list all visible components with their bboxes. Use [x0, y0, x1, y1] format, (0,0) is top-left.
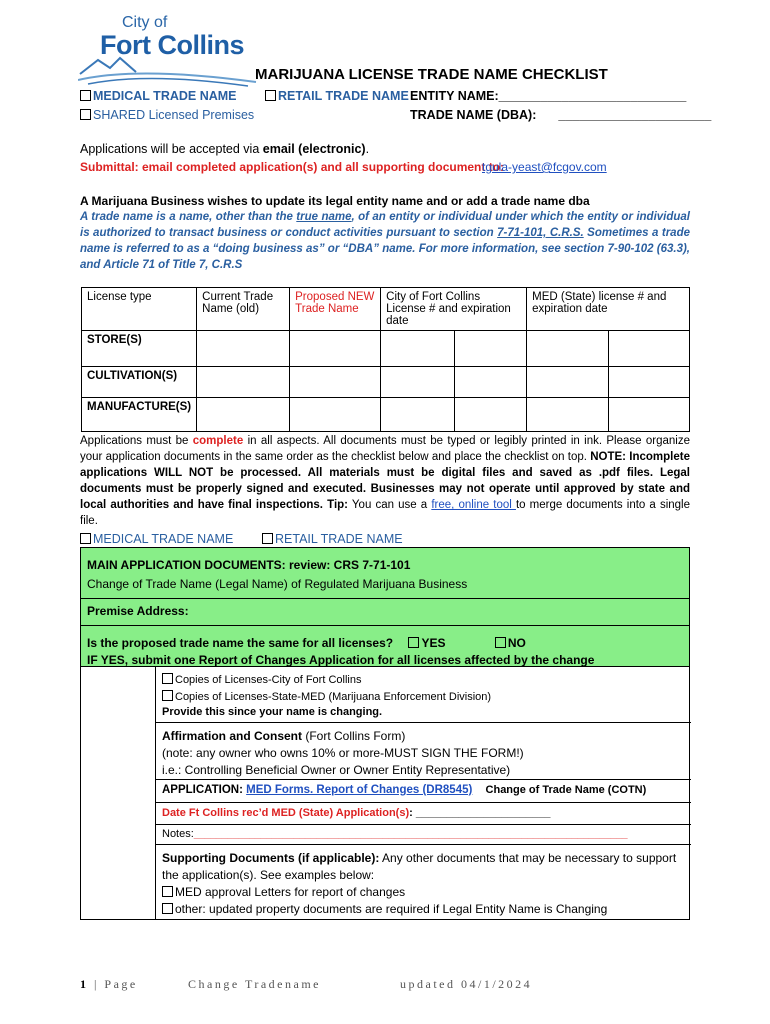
date-received-row[interactable]: Date Ft Collins rec’d MED (State) Application(s): ______________________: [156, 803, 691, 825]
entity-name-field[interactable]: ENTITY NAME:___________________________: [410, 89, 687, 103]
checkbox[interactable]: [162, 673, 173, 684]
logo-name-text: Fort Collins: [100, 30, 244, 60]
shared-premises-option[interactable]: SHARED Licensed Premises: [80, 108, 254, 122]
same-trade-name-question-row: Is the proposed trade name the same for all licenses? YES NO IF YES, submit one Report of Changes Application for all licenses affected by the change: [87, 636, 595, 667]
table-cell[interactable]: [527, 331, 690, 367]
table-cell[interactable]: [197, 367, 290, 398]
city-logo: [78, 14, 258, 84]
table-cell[interactable]: [527, 398, 690, 432]
page-number: 1 | Page: [80, 977, 138, 991]
trade-name-field[interactable]: TRADE NAME (DBA): ______________________: [410, 108, 712, 122]
medical-trade-name-option[interactable]: MEDICAL TRADE NAME: [80, 89, 237, 103]
table-cell[interactable]: [197, 398, 290, 432]
table-cell[interactable]: [381, 367, 527, 398]
email-link[interactable]: tgula-yeast@fcgov.com: [482, 160, 607, 174]
table-cell[interactable]: [527, 367, 690, 398]
row-label-manufacture: MANUFACTURE(S): [82, 398, 197, 432]
table-cell[interactable]: [381, 398, 527, 432]
header-current-trade-name: Current Trade Name (old): [197, 288, 290, 331]
header-proposed-trade-name: Proposed NEW Trade Name: [290, 288, 381, 331]
main-application-section: [80, 547, 690, 667]
copies-row: Copies of Licenses-City of Fort Collins Copies of Licenses-State-MED (Marijuana Enforcement Division) Provide this since your name is changing.: [156, 667, 691, 723]
checkbox[interactable]: [162, 903, 173, 914]
row-label-store: STORE(S): [82, 331, 197, 367]
retail-trade-name-option-2[interactable]: RETAIL TRADE NAME: [262, 532, 403, 546]
footer-center: Change Tradename: [188, 977, 321, 991]
online-tool-link[interactable]: free, online tool: [431, 499, 516, 511]
yes-option[interactable]: YES: [408, 636, 445, 650]
intro-heading: A Marijuana Business wishes to update its legal entity name and or add a trade name dba: [80, 194, 590, 208]
premise-address-row[interactable]: Premise Address:: [81, 599, 689, 626]
no-option[interactable]: NO: [495, 636, 526, 650]
checkbox[interactable]: [495, 637, 506, 648]
footer-updated: updated 04/1/2024: [400, 977, 533, 991]
logo-city-text: City of: [122, 14, 168, 31]
intro-paragraph: A trade name is a name, other than the true name, of an entity or individual under which the entity or individual is authorized to transact business or conduct activities pursuant to section 7-71-101, C.R.S. Sometimes a trade name is referred to as a “doing business as” or “DBA” name. For more information, see section 7-90-102 (63.3), and Article 71 of Title 7, C.R.S: [80, 211, 691, 271]
table-cell[interactable]: [290, 398, 381, 432]
table-cell[interactable]: [290, 331, 381, 367]
row-label-cultivation: CULTIVATION(S): [82, 367, 197, 398]
submittal-line: Submittal: email completed application(s) and all supporting document to:: [80, 160, 505, 174]
checklist-section: [80, 667, 690, 920]
main-docs-row: MAIN APPLICATION DOCUMENTS: review: CRS 7-71-101 Change of Trade Name (Legal Name) of Regulated Marijuana Business: [81, 548, 689, 599]
retail-trade-name-option[interactable]: RETAIL TRADE NAME: [265, 89, 409, 103]
page-title: MARIJUANA LICENSE TRADE NAME CHECKLIST: [255, 66, 608, 83]
license-table: [81, 287, 690, 432]
submission-line: Applications will be accepted via email (electronic).: [80, 142, 370, 156]
checkbox[interactable]: [80, 533, 91, 544]
medical-trade-name-option-2[interactable]: MEDICAL TRADE NAME: [80, 532, 233, 546]
checkbox[interactable]: [162, 690, 173, 701]
header-med-license: MED (State) license # and expiration date: [527, 288, 690, 331]
application-row: APPLICATION: MED Forms. Report of Changes (DR8545) Change of Trade Name (COTN): [156, 780, 691, 803]
table-cell[interactable]: [197, 331, 290, 367]
checkbox[interactable]: [80, 109, 91, 120]
checkbox[interactable]: [162, 886, 173, 897]
affirmation-row: Affirmation and Consent (Fort Collins Form) (note: any owner who owns 10% or more-MUST SIGN THE FORM!) i.e.: Controlling Beneficial Owner or Owner Entity Representative): [156, 723, 691, 780]
other-option[interactable]: other: updated property documents are required if Legal Entity Name is Changing: [162, 901, 691, 918]
header-license-type: License type: [82, 288, 197, 331]
checkbox[interactable]: [262, 533, 273, 544]
table-row: [82, 367, 690, 398]
supporting-docs-row: Supporting Documents (if applicable): Any other documents that may be necessary to support the application(s). See examples below: MED approval Letters for report of changes other: updated property documents are required if Legal Entity Name is Changing: [156, 845, 691, 920]
table-cell[interactable]: [290, 367, 381, 398]
instructions-paragraph: Applications must be complete in all aspects. All documents must be typed or legibly printed in ink. Please organize your application documents in the same order as the checklist below and place the checklist on top. NOTE: Incomplete applications WILL NOT be processed. All materials must be digital files and saved as .pdf files. Legal documents must be properly signed and executed. Businesses may not operate until approved by state and local authorities and have final inspections. Tip: You can use a free, online tool to merge documents into a single file.: [80, 435, 690, 527]
checkbox[interactable]: [80, 90, 91, 101]
table-row: [82, 331, 690, 367]
copies-city-option[interactable]: Copies of Licenses-City of Fort Collins: [162, 673, 691, 686]
checklist-left-column: [81, 667, 156, 919]
crs-link[interactable]: 7-71-101, C.R.S.: [497, 227, 584, 239]
med-approval-option[interactable]: MED approval Letters for report of changes: [162, 884, 691, 901]
header-city-license: City of Fort Collins License # and expiration date: [381, 288, 527, 331]
notes-row[interactable]: Notes:______________________________________________________________________________: [156, 825, 691, 845]
true-name-link[interactable]: true name: [296, 211, 352, 223]
copies-state-option[interactable]: Copies of Licenses-State-MED (Marijuana Enforcement Division): [162, 690, 691, 703]
checkbox[interactable]: [265, 90, 276, 101]
table-row: [82, 398, 690, 432]
table-header-row: [82, 288, 690, 331]
checkbox[interactable]: [408, 637, 419, 648]
table-cell[interactable]: [381, 331, 527, 367]
med-forms-link[interactable]: MED Forms. Report of Changes (DR8545): [246, 784, 473, 796]
